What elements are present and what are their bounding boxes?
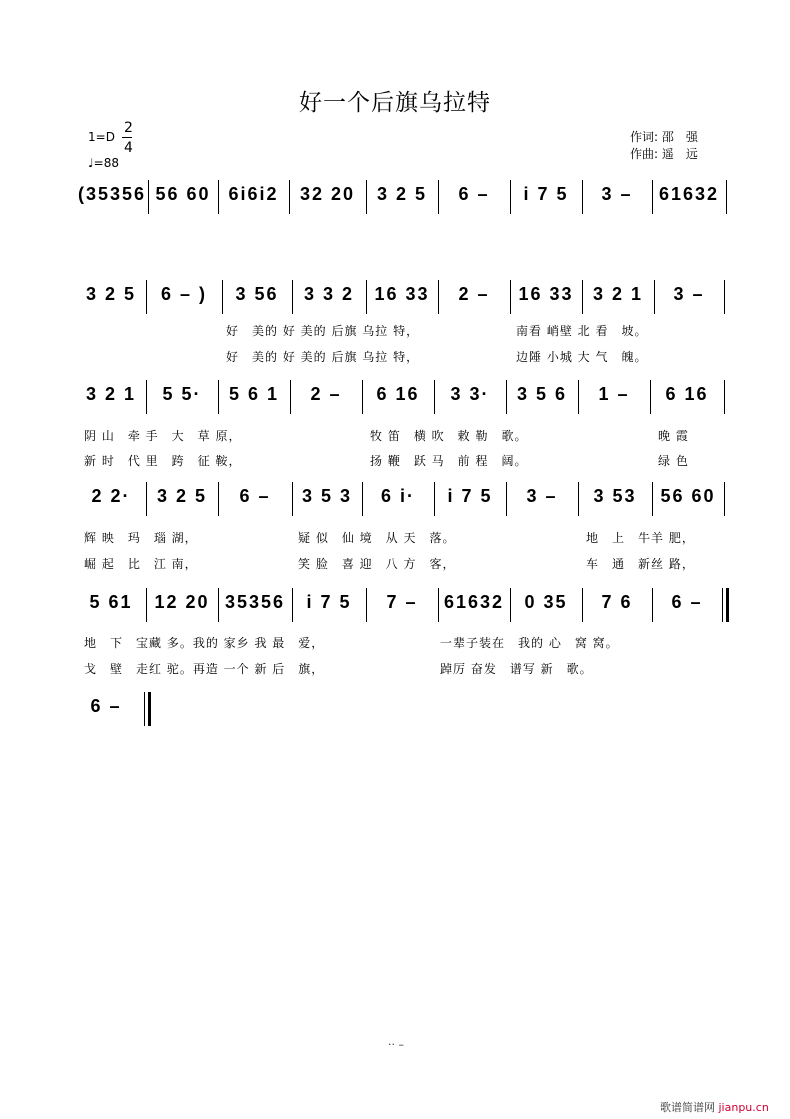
notes: 56 60 (660, 486, 716, 506)
measure (510, 584, 582, 630)
lyric-line: 地 上 牛羊 肥， (586, 531, 695, 545)
score-row-1 (76, 176, 728, 222)
notes: 3 53 (593, 486, 637, 506)
measure (76, 376, 146, 422)
notes: 6 – ) (160, 284, 208, 304)
notes: 6 16 (376, 384, 420, 404)
barline (724, 482, 725, 516)
notes: 3 2 1 (85, 384, 137, 404)
lyric-line: 边陲 小城 大 气 魄。 (516, 350, 648, 364)
notes: 35356 (224, 592, 286, 612)
composer-credit: 作曲: 遥 远 (630, 147, 698, 161)
watermark-text: 歌谱简谱网 (660, 1101, 715, 1114)
song-title: 好一个后旗乌拉特 (299, 90, 491, 116)
notes: i 7 5 (447, 486, 493, 506)
measure (434, 376, 506, 422)
lyric-line: 辉 映 玛 瑙 湖， (84, 531, 198, 545)
measure (582, 584, 652, 630)
measure (366, 276, 438, 322)
key-signature: 1=D (88, 130, 115, 144)
barline (724, 280, 725, 314)
measure (146, 478, 218, 524)
measure (578, 376, 650, 422)
notes: 6 – (671, 592, 703, 612)
lyric-line: 踔厉 奋发 谱写 新 歌。 (440, 662, 593, 676)
lyric-line: 崛 起 比 江 南， (84, 557, 198, 571)
notes: 5 6 1 (228, 384, 280, 404)
measure (652, 176, 726, 222)
time-signature-top: 2 (124, 120, 133, 136)
lyric-line: 好 美的 好 美的 后旗 乌拉 特， (226, 350, 420, 364)
watermark-url: jianpu.cn (718, 1101, 769, 1114)
notes: 3 2 5 (85, 284, 137, 304)
lyric-line: 绿 色 (658, 454, 689, 468)
notes: 3 2 1 (592, 284, 644, 304)
notes: i 7 5 (306, 592, 352, 612)
measure (76, 584, 146, 630)
measure (76, 276, 146, 322)
notes: 3 3· (450, 384, 490, 404)
measure (650, 376, 724, 422)
measure (654, 276, 724, 322)
lyric-line: 地 下 宝藏 多。我的 家乡 我 最 爱， (84, 636, 325, 650)
lyric-line: 疑 似 仙 境 从 天 落。 (298, 531, 456, 545)
lyric-line: 晚 霞 (658, 429, 689, 443)
notes: 6 – (458, 184, 490, 204)
measure (146, 276, 222, 322)
measure (292, 584, 366, 630)
notes: 3 3 2 (303, 284, 355, 304)
notes: 3 5 3 (301, 486, 353, 506)
notes: 6i6i2 (228, 184, 279, 204)
measure (438, 276, 510, 322)
time-signature-divider (122, 137, 132, 138)
notes: i 7 5 (523, 184, 569, 204)
measure (218, 376, 290, 422)
measure (148, 176, 218, 222)
notes: 0 35 (524, 592, 568, 612)
notes: 6 i· (380, 486, 415, 506)
measure (652, 584, 722, 630)
measure (289, 176, 366, 222)
tempo-marking: ♩=88 (88, 156, 119, 170)
measure (76, 176, 148, 222)
measure (652, 478, 724, 524)
measure (506, 478, 578, 524)
measure (290, 376, 362, 422)
notes: 2 – (458, 284, 490, 304)
lyric-line: 南看 峭壁 北 看 坡。 (516, 324, 648, 338)
notes: 12 20 (154, 592, 210, 612)
measure (292, 276, 366, 322)
barline (726, 180, 727, 214)
notes: 2 – (310, 384, 342, 404)
notes: 3 5 6 (516, 384, 568, 404)
notes: 3 56 (235, 284, 279, 304)
notes: 61632 (443, 592, 505, 612)
notes: 3 – (673, 284, 705, 304)
measure (76, 478, 146, 524)
time-signature-bottom: 4 (124, 140, 133, 156)
measure (578, 478, 652, 524)
notes: 6 16 (665, 384, 709, 404)
lyric-line: 牧 笛 横 吹 敕 勒 歌。 (370, 429, 528, 443)
notes: 6 – (239, 486, 271, 506)
measure (292, 478, 362, 524)
notes: 32 20 (299, 184, 356, 204)
measure (362, 478, 434, 524)
notes: 3 – (601, 184, 633, 204)
score-row-4 (76, 478, 728, 524)
measure (146, 584, 218, 630)
measure (438, 176, 510, 222)
final-barline-thick (148, 692, 151, 726)
lyric-line: 好 美的 好 美的 后旗 乌拉 特， (226, 324, 420, 338)
notes: 3 2 5 (156, 486, 208, 506)
final-barline (144, 692, 145, 726)
notes: 16 33 (518, 284, 574, 304)
score-row-3 (76, 376, 728, 422)
measure (366, 584, 438, 630)
measure (222, 276, 292, 322)
notes: 7 – (386, 592, 418, 612)
notes: 16 33 (374, 284, 430, 304)
notes: (35356 (77, 184, 147, 204)
measure (146, 376, 218, 422)
watermark-logo (660, 1099, 769, 1115)
lyric-line: 阴 山 牵 手 大 草 原， (84, 429, 242, 443)
measure (582, 276, 654, 322)
measure (362, 376, 434, 422)
measure (582, 176, 652, 222)
measure (218, 176, 289, 222)
measure (218, 478, 292, 524)
measure (218, 584, 292, 630)
measure (366, 176, 438, 222)
lyric-line: 戈 壁 走红 驼。再造 一个 新 后 旗， (84, 662, 325, 676)
notes: 56 60 (155, 184, 211, 204)
notes: 3 – (526, 486, 558, 506)
notes: 1 – (598, 384, 630, 404)
barline (724, 380, 725, 414)
lyric-line: 笑 脸 喜 迎 八 方 客， (298, 557, 456, 571)
notes: 6 – (90, 696, 122, 716)
score-row-5 (76, 584, 728, 630)
notes: 2 2· (91, 486, 131, 506)
measure (76, 688, 136, 734)
page-number: ·· – (388, 1038, 404, 1051)
notes: 5 61 (89, 592, 133, 612)
measure (506, 376, 578, 422)
measure (434, 478, 506, 524)
score-row-6 (76, 688, 728, 734)
lyric-line: 车 通 新丝 路， (586, 557, 695, 571)
lyric-line: 新 时 代 里 跨 征 鞍， (84, 454, 242, 468)
notes: 61632 (658, 184, 720, 204)
notes: 5 5· (162, 384, 202, 404)
lyric-line: 扬 鞭 跃 马 前 程 阔。 (370, 454, 528, 468)
measure (510, 276, 582, 322)
repeat-barline (726, 588, 729, 622)
barline (722, 588, 723, 622)
score-row-2 (76, 276, 728, 322)
lyricist-credit: 作词: 邵 强 (630, 130, 698, 144)
notes: 7 6 (601, 592, 633, 612)
notes: 3 2 5 (376, 184, 428, 204)
lyric-line: 一辈子装在 我的 心 窝 窝。 (440, 636, 619, 650)
measure (510, 176, 582, 222)
measure (438, 584, 510, 630)
